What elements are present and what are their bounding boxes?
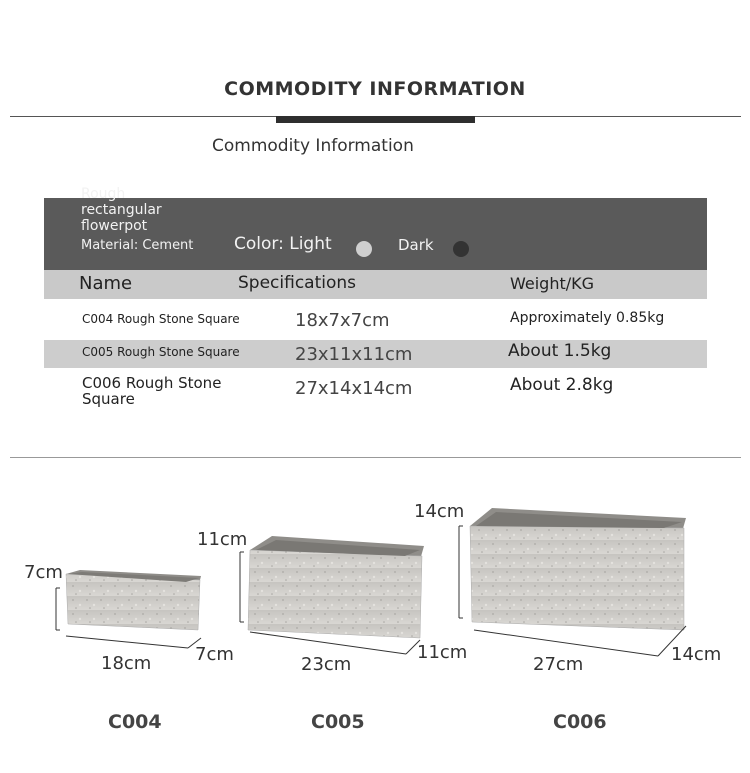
title-accent-bar [276,116,475,123]
row-weight: About 2.8kg [510,375,614,395]
pot-c004 [56,570,201,648]
c004-height-label: 7cm [24,562,63,583]
c006-depth-label: 14cm [671,644,722,665]
row-weight: About 1.5kg [508,341,612,361]
table-row [44,340,707,368]
c005-depth-label: 11cm [417,642,468,663]
dark-color-swatch [453,241,469,257]
row-spec: 27x14x14cm [295,378,413,399]
row-weight: Approximately 0.85kg [510,310,665,326]
column-header-weight: Weight/KG [510,274,595,293]
pot-c005 [240,536,424,654]
row-spec: 18x7x7cm [295,310,390,331]
c006-height-label: 14cm [414,501,465,522]
column-header-name: Name [79,273,133,294]
product-description: Rough rectangular flowerpot [81,186,162,234]
table-row [44,305,707,333]
c004-depth-label: 7cm [195,644,234,665]
c005-code: C005 [311,711,365,733]
light-color-swatch [356,241,372,257]
c005-height-label: 11cm [197,529,248,550]
row-spec: 23x11x11cm [295,344,413,365]
table-header [44,270,707,299]
material-label: Material: Cement [81,238,194,253]
page-subtitle: Commodity Information [212,136,414,156]
c006-length-label: 27cm [533,654,584,675]
row-name: C004 Rough Stone Square [82,312,240,326]
c005-length-label: 23cm [301,654,352,675]
row-name: C005 Rough Stone Square [82,345,240,359]
c006-code: C006 [553,711,607,733]
c004-code: C004 [108,711,162,733]
c004-length-label: 18cm [101,653,152,674]
table-row [44,374,707,410]
product-summary-band [44,186,707,270]
pot-c006 [459,508,686,656]
page-title: COMMODITY INFORMATION [224,78,526,100]
color-light-label: Color: Light [234,234,332,254]
section-divider [10,457,741,458]
row-name: C006 Rough Stone Square [82,374,222,408]
column-header-specifications: Specifications [238,273,357,293]
color-dark-label: Dark [398,236,434,254]
